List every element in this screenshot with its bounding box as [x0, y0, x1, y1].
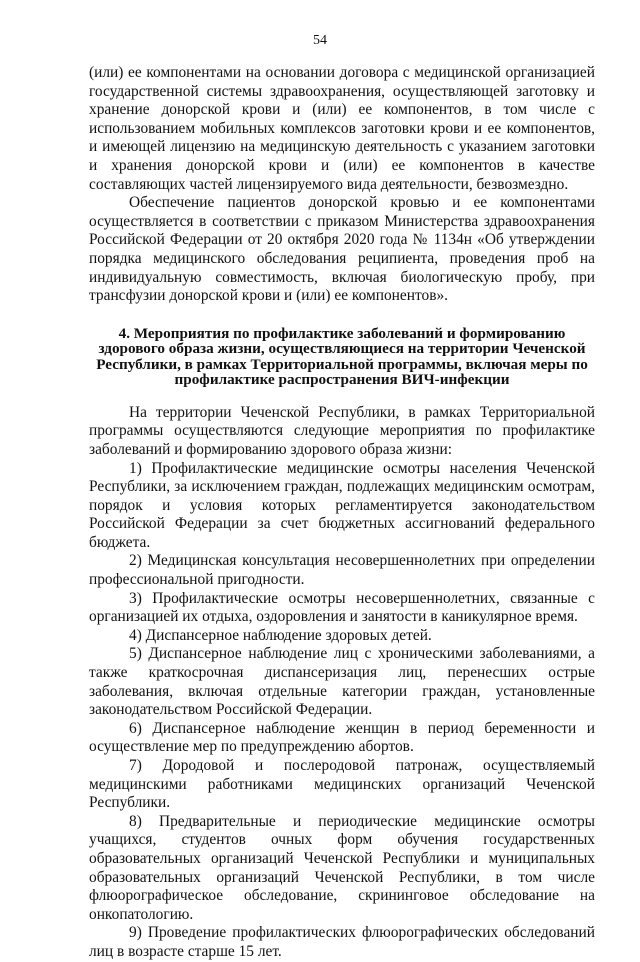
- list-item: 2) Медицинская консультация несовершеннолетних при определении профессиональной пригодности.: [89, 552, 595, 589]
- list-item: 5) Диспансерное наблюдение лиц с хроническими заболеваниями, а также краткосрочная диспансеризация лиц, перенесших острые заболевания, включая отдельные категории граждан, установленные законодательством Российской Федерации.: [89, 645, 595, 719]
- list-item: 9) Проведение профилактических флюорографических обследований лиц в возрасте старше 15 лет.: [89, 924, 595, 960]
- list-item: 1) Профилактические медицинские осмотры населения Чеченской Республики, за исключением граждан, подлежащих медицинским осмотрам, порядок и условия которых регламентируется законодательством Российской Федерации за счет бюджетных ассигнований федерального бюджета.: [89, 459, 595, 551]
- list-item: 7) Дородовой и послеродовой патронаж, осуществляемый медицинскими работниками медицинских организаций Чеченской Республики.: [89, 757, 595, 812]
- section-intro: На территории Чеченской Республики, в рамках Территориальной программы осуществляются следующие мероприятия по профилактике заболеваний и формированию здорового образа жизни:: [89, 403, 595, 458]
- paragraph-blood-supply: Обеспечение пациентов донорской кровью и ее компонентами осуществляется в соответствии с приказом Министерства здравоохранения Российской Федерации от 20 октября 2020 года № 1134н «Об утверждении порядка медицинского обследования реципиента, проведения проб на индивидуальную совместимость, включая биологическую пробу, при трансфузии донорской крови и (или) ее компонентов».: [89, 194, 595, 305]
- list-item: 6) Диспансерное наблюдение женщин в период беременности и осуществление мер по предупреждению абортов.: [89, 719, 595, 756]
- section-heading: 4. Мероприятия по профилактике заболеваний и формированию здорового образа жизни, осуществляющиеся на территории Чеченской Республики, в рамках Территориальной программы, включая меры по профилактике распространения ВИЧ-инфекции: [96, 324, 588, 389]
- list-item: 8) Предварительные и периодические медицинские осмотры учащихся, студентов очных форм обучения государственных образовательных организаций Чеченской Республики и муниципальных образовательных организаций Чеченской Республики, в том числе флюорографическое обследование, скрининговое обследование на онкопатологию.: [89, 812, 595, 923]
- page-body: [89, 64, 595, 962]
- paragraph-continuation: (или) ее компонентами на основании договора с медицинской организацией государственной системы здравоохранения, осуществляющей заготовку и хранение донорской крови и (или) ее компонентов, в том числе с использованием мобильных комплексов заготовки крови и ее компонентов, и имеющей лицензию на медицинскую деятельность с указанием заготовки и хранения донорской крови и (или) ее компонентов в качестве составляющих частей лицензируемого вида деятельности, безвозмездно.: [89, 64, 595, 193]
- list-item: 3) Профилактические осмотры несовершеннолетних, связанные с организацией их отдыха, оздоровления и занятости в каникулярное время.: [89, 589, 595, 626]
- page-number: 54: [313, 33, 327, 48]
- list-item: 4) Диспансерное наблюдение здоровых детей.: [129, 626, 432, 644]
